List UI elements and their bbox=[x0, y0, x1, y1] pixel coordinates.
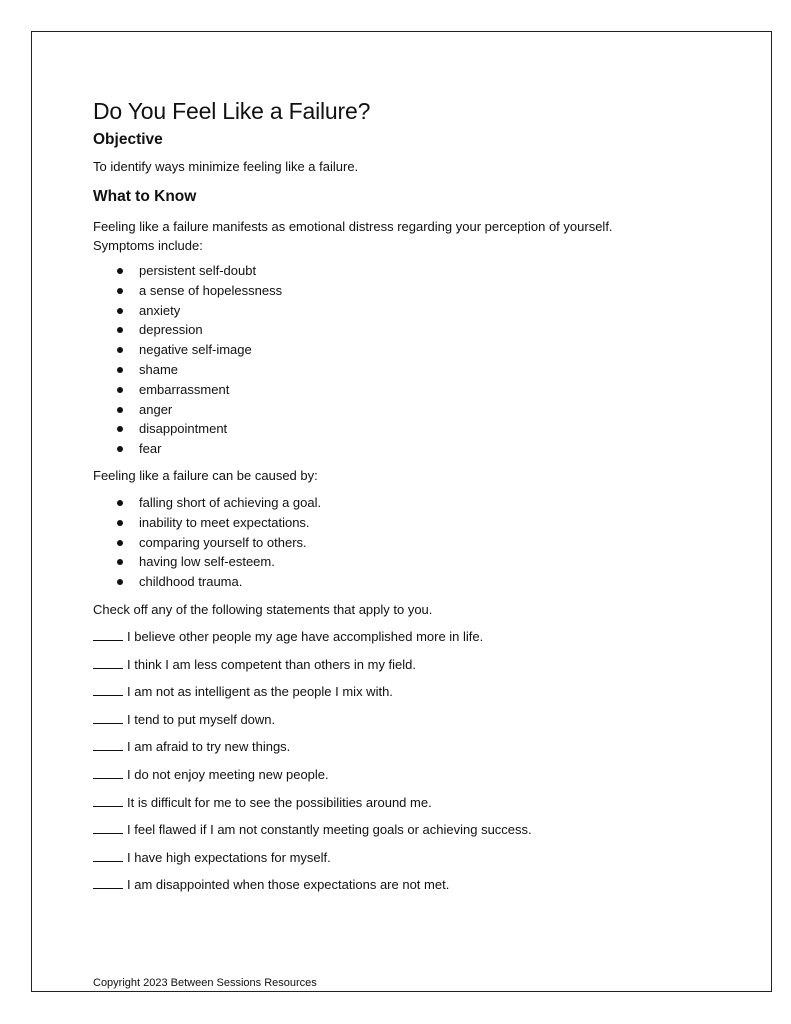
list-item: inability to meet expectations. bbox=[117, 513, 733, 533]
checklist-item: I have high expectations for myself. bbox=[93, 848, 733, 867]
bullet-icon bbox=[117, 347, 123, 353]
checklist-item: I am not as intelligent as the people I mix with. bbox=[93, 682, 733, 701]
list-item: having low self-esteem. bbox=[117, 552, 733, 572]
check-blank[interactable] bbox=[93, 657, 123, 669]
checklist-item: I tend to put myself down. bbox=[93, 710, 733, 729]
bullet-icon bbox=[117, 387, 123, 393]
symptoms-list bbox=[93, 261, 733, 459]
checklist-item: I am afraid to try new things. bbox=[93, 737, 733, 756]
check-blank[interactable] bbox=[93, 712, 123, 724]
causes-list bbox=[93, 493, 733, 592]
checklist-item: I do not enjoy meeting new people. bbox=[93, 765, 733, 784]
objective-heading: Objective bbox=[93, 131, 163, 148]
list-item: anxiety bbox=[117, 301, 733, 321]
checklist-item: It is difficult for me to see the possibilities around me. bbox=[93, 793, 733, 812]
causes-intro: Feeling like a failure can be caused by: bbox=[93, 467, 318, 483]
bullet-icon bbox=[117, 426, 123, 432]
what-to-know-heading: What to Know bbox=[93, 188, 197, 205]
bullet-icon bbox=[117, 500, 123, 506]
symptoms-intro: Feeling like a failure manifests as emotional distress regarding your perception of yourself. Symptoms include: bbox=[93, 219, 613, 253]
list-item: fear bbox=[117, 439, 733, 459]
checklist-item: I think I am less competent than others in my field. bbox=[93, 655, 733, 674]
checklist-item: I feel flawed if I am not constantly meeting goals or achieving success. bbox=[93, 820, 733, 839]
bullet-icon bbox=[117, 540, 123, 546]
list-item: anger bbox=[117, 400, 733, 420]
check-blank[interactable] bbox=[93, 822, 123, 834]
checklist-item: I am disappointed when those expectations are not met. bbox=[93, 875, 733, 894]
bullet-icon bbox=[117, 367, 123, 373]
objective-text: To identify ways minimize feeling like a failure. bbox=[93, 159, 359, 174]
worksheet-content bbox=[93, 96, 733, 903]
list-item: depression bbox=[117, 320, 733, 340]
check-blank[interactable] bbox=[93, 684, 123, 696]
checklist-item: I believe other people my age have accomplished more in life. bbox=[93, 627, 733, 646]
bullet-icon bbox=[117, 559, 123, 565]
check-blank[interactable] bbox=[93, 767, 123, 779]
check-blank[interactable] bbox=[93, 877, 123, 889]
page-title: Do You Feel Like a Failure? bbox=[93, 98, 371, 124]
copyright-footer: Copyright 2023 Between Sessions Resources bbox=[93, 977, 317, 989]
list-item: a sense of hopelessness bbox=[117, 281, 733, 301]
bullet-icon bbox=[117, 407, 123, 413]
list-item: shame bbox=[117, 360, 733, 380]
bullet-icon bbox=[117, 268, 123, 274]
list-item: embarrassment bbox=[117, 380, 733, 400]
check-blank[interactable] bbox=[93, 850, 123, 862]
check-blank[interactable] bbox=[93, 629, 123, 641]
bullet-icon bbox=[117, 579, 123, 585]
list-item: childhood trauma. bbox=[117, 572, 733, 592]
check-blank[interactable] bbox=[93, 795, 123, 807]
list-item: persistent self-doubt bbox=[117, 261, 733, 281]
bullet-icon bbox=[117, 308, 123, 314]
statement-checklist bbox=[93, 627, 733, 894]
list-item: disappointment bbox=[117, 419, 733, 439]
bullet-icon bbox=[117, 520, 123, 526]
check-blank[interactable] bbox=[93, 739, 123, 751]
bullet-icon bbox=[117, 327, 123, 333]
list-item: comparing yourself to others. bbox=[117, 533, 733, 553]
bullet-icon bbox=[117, 288, 123, 294]
bullet-icon bbox=[117, 446, 123, 452]
checklist-intro: Check off any of the following statements that apply to you. bbox=[93, 601, 433, 617]
list-item: negative self-image bbox=[117, 340, 733, 360]
list-item: falling short of achieving a goal. bbox=[117, 493, 733, 513]
